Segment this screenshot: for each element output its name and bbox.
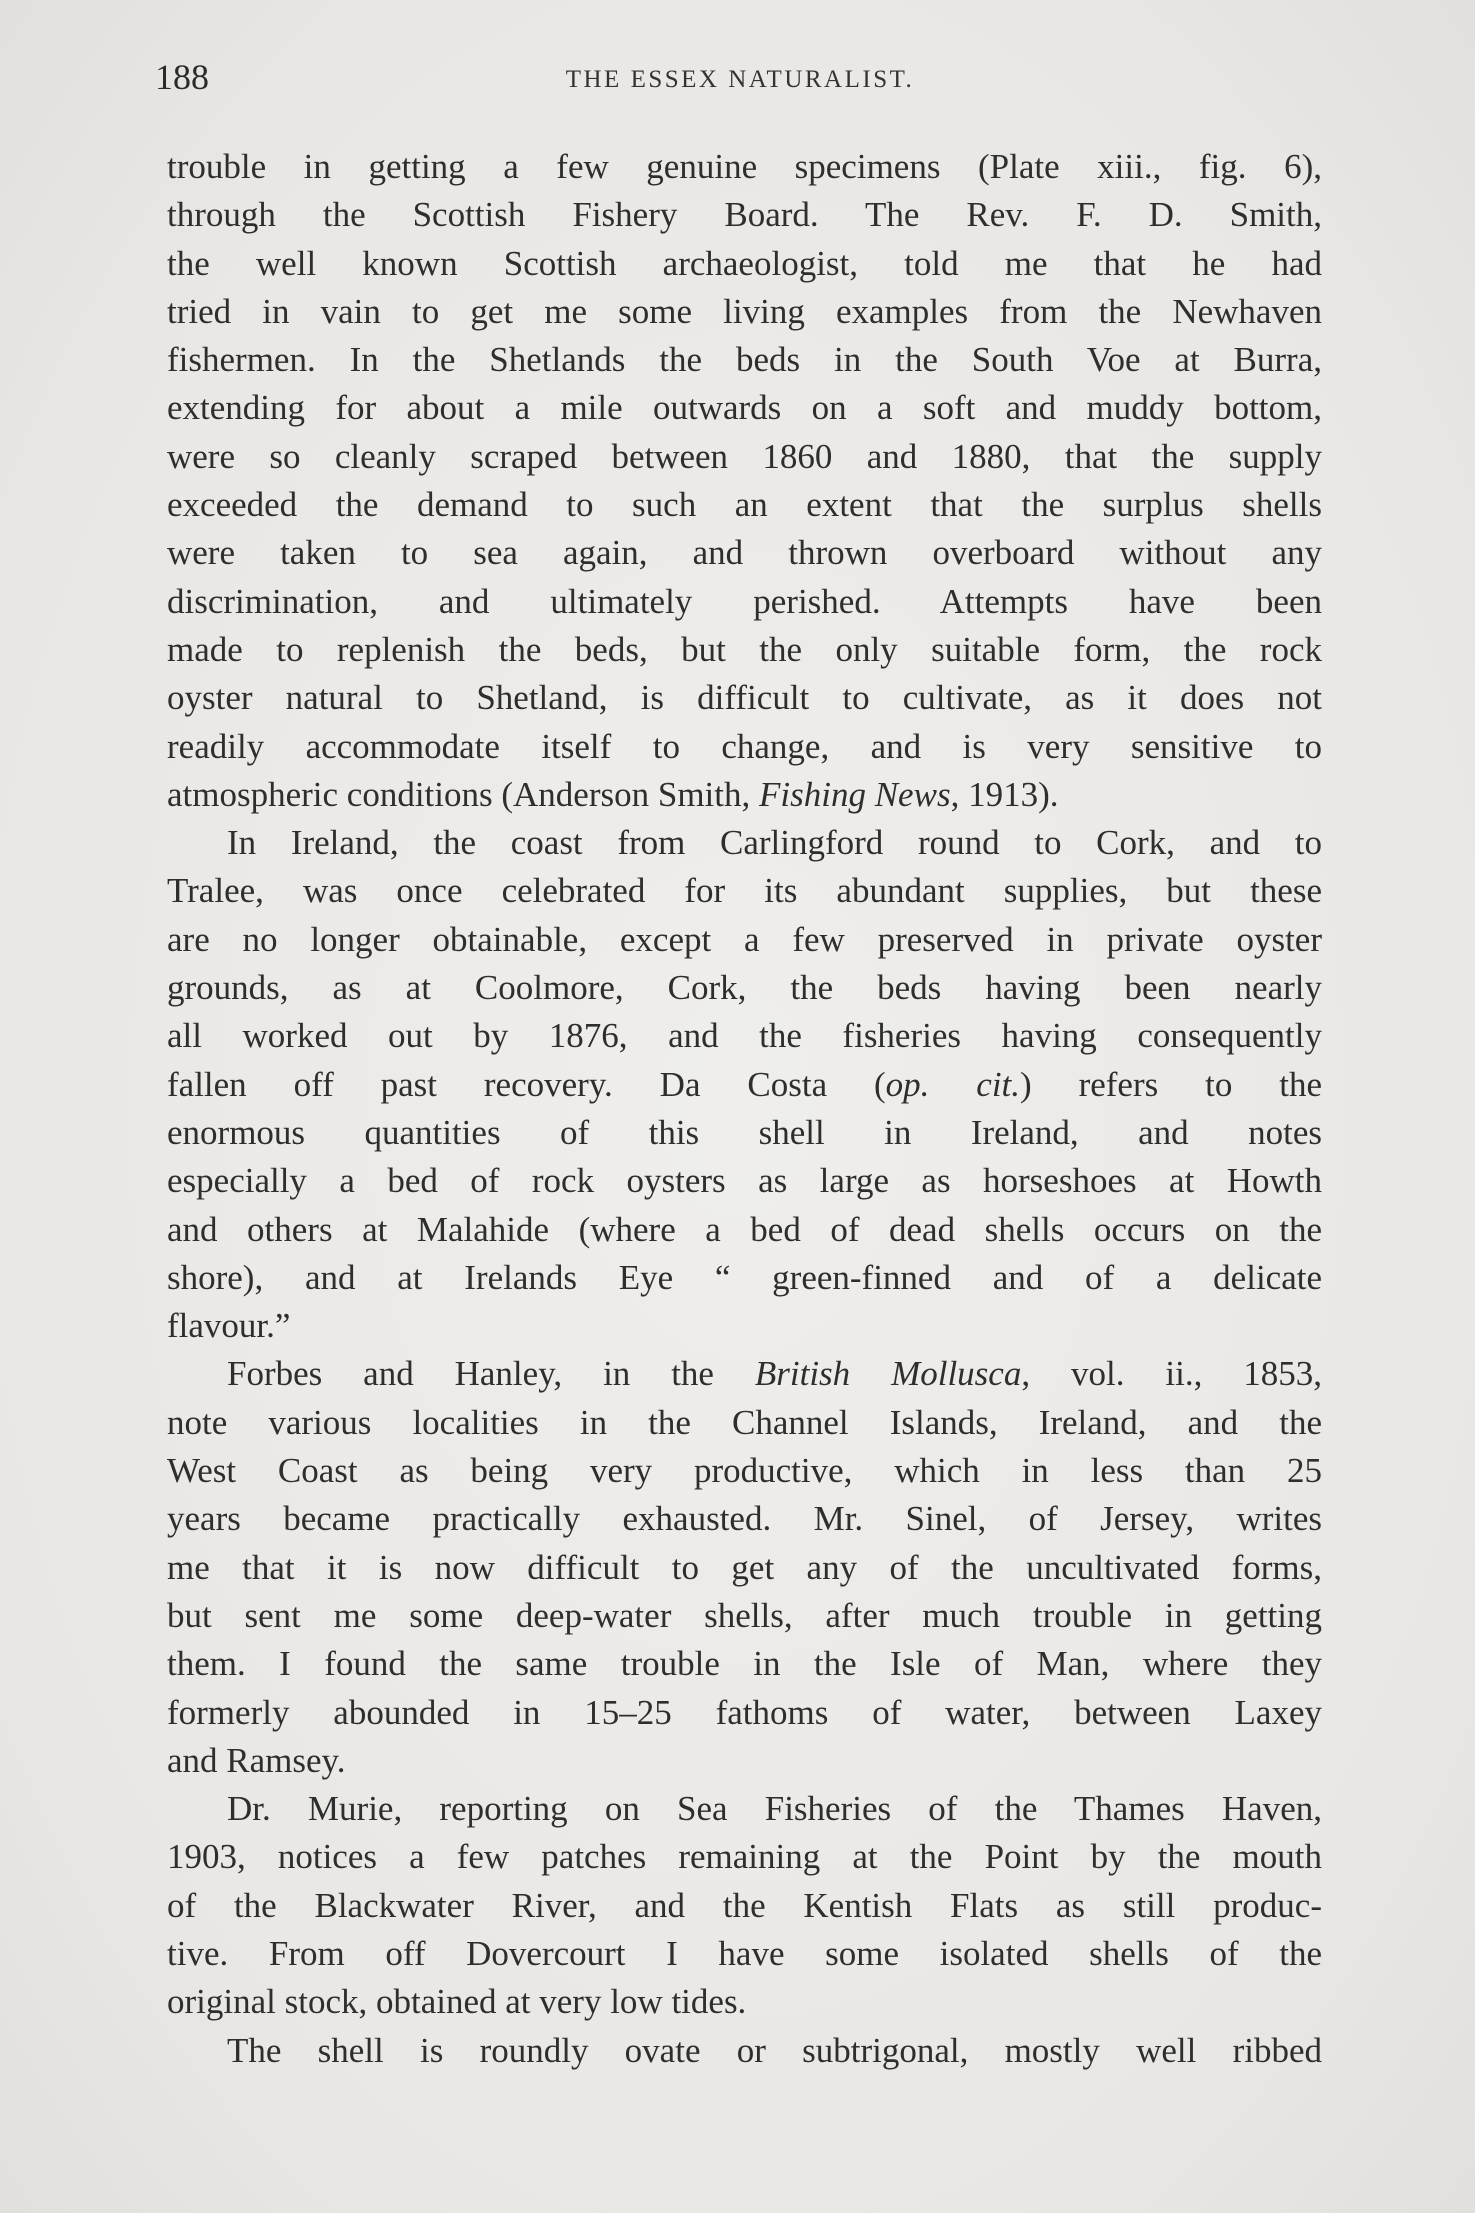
text-line: fishermen. In the Shetlands the beds in the South Voe at Burra, [167,340,1322,380]
text-line: me that it is now difficult to get any of the uncultivated forms, [167,1547,1322,1587]
body-text [167,143,1322,2075]
paragraph [167,2027,1322,2075]
paragraph [167,1785,1322,2026]
text-line: and others at Malahide (where a bed of dead shells occurs on the [167,1209,1322,1249]
text-line: them. I found the same trouble in the Isle of Man, where they [167,1644,1322,1684]
text-line: but sent me some deep-water shells, after much trouble in getting [167,1595,1322,1635]
text-line: the well known Scottish archaeologist, told me that he had [167,243,1322,283]
text-line: tive. From off Dovercourt I have some isolated shells of the [167,1933,1322,1973]
text-line: all worked out by 1876, and the fisheries having consequently [167,1016,1322,1056]
text-line: made to replenish the beds, but the only suitable form, the rock [167,629,1322,669]
text-line: shore), and at Irelands Eye “ green-finned and of a delicate [167,1257,1322,1297]
text-line: of the Blackwater River, and the Kentish Flats as still produc- [167,1885,1322,1925]
text-line: fallen off past recovery. Da Costa (op. cit.) refers to the [167,1064,1322,1104]
text-line: flavour.” [167,1306,291,1346]
page-number: 188 [155,57,209,97]
text-line: 1903, notices a few patches remaining at the Point by the mouth [167,1837,1322,1877]
text-line: In Ireland, the coast from Carlingford round to Cork, and to [227,823,1322,863]
text-line: note various localities in the Channel Islands, Ireland, and the [167,1402,1322,1442]
paragraph [167,143,1322,819]
text-line: especially a bed of rock oysters as large as horseshoes at Howth [167,1161,1322,1201]
text-line: Tralee, was once celebrated for its abundant supplies, but these [167,871,1322,911]
text-line: and Ramsey. [167,1740,346,1780]
text-line: through the Scottish Fishery Board. The Rev. F. D. Smith, [167,195,1322,235]
running-title: THE ESSEX NATURALIST. [565,66,915,93]
page-header [155,56,1325,106]
paragraph [167,1350,1322,1785]
text-line: grounds, as at Coolmore, Cork, the beds having been nearly [167,968,1322,1008]
text-line: extending for about a mile outwards on a soft and muddy bottom, [167,388,1322,428]
text-line: Forbes and Hanley, in the British Mollusca, vol. ii., 1853, [227,1354,1322,1394]
text-line: readily accommodate itself to change, and is very sensitive to [167,726,1322,766]
text-line: atmospheric conditions (Anderson Smith, Fishing News, 1913). [167,774,1059,814]
text-line: were taken to sea again, and thrown overboard without any [167,533,1322,573]
text-line: enormous quantities of this shell in Ireland, and notes [167,1112,1322,1152]
text-line: years became practically exhausted. Mr. Sinel, of Jersey, writes [167,1499,1322,1539]
text-line: The shell is roundly ovate or subtrigonal, mostly well ribbed [227,2030,1322,2070]
paragraph [167,819,1322,1350]
text-line: trouble in getting a few genuine specimens (Plate xiii., fig. 6), [167,147,1322,186]
text-line: discrimination, and ultimately perished. Attempts have been [167,581,1322,621]
text-line: Dr. Murie, reporting on Sea Fisheries of the Thames Haven, [227,1789,1322,1829]
text-line: are no longer obtainable, except a few preserved in private oyster [167,919,1322,959]
text-line: exceeded the demand to such an extent that the surplus shells [167,485,1322,525]
text-line: formerly abounded in 15–25 fathoms of water, between Laxey [167,1692,1322,1732]
text-line: oyster natural to Shetland, is difficult to cultivate, as it does not [167,678,1322,718]
text-line: tried in vain to get me some living examples from the Newhaven [167,291,1322,331]
text-line: West Coast as being very productive, which in less than 25 [167,1451,1322,1491]
text-line: were so cleanly scraped between 1860 and 1880, that the supply [167,436,1322,476]
text-line: original stock, obtained at very low tides. [167,1982,747,2022]
